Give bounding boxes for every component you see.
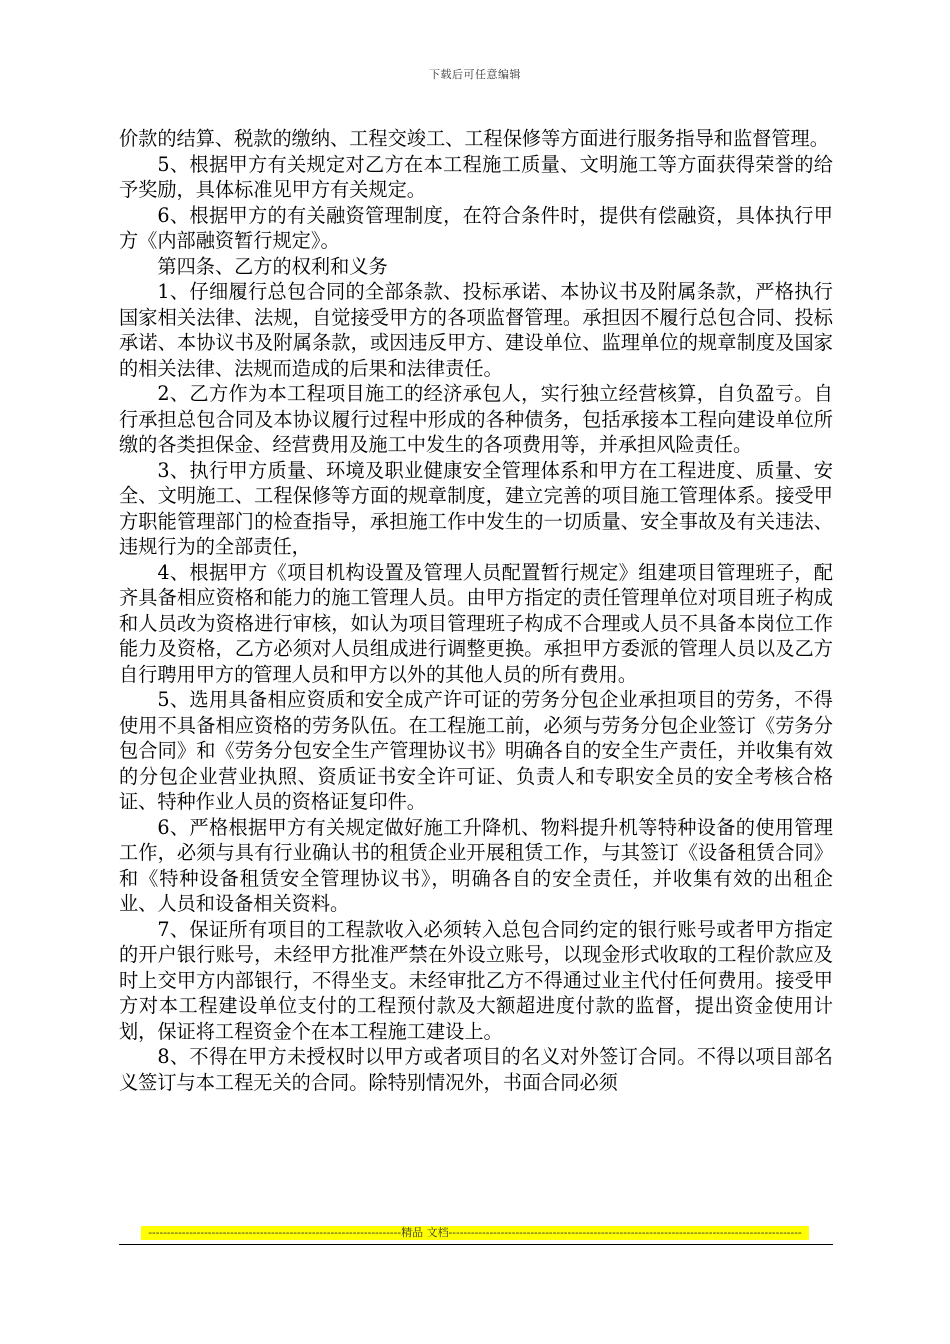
paragraph: 1、仔细履行总包合同的全部条款、投标承诺、本协议书及附属条款，严格执行国家相关法律、法规，自觉接受甲方的各项监督管理。承担因不履行总包合同、投标承诺、本协议书及附属条款，或因违反甲方、建设单位、监理单位的规章制度及国家的相关法律、法规而造成的后果和法律责任。 xyxy=(119,280,833,380)
paragraph: 5、选用具备相应资质和安全成产许可证的劳务分包企业承担项目的劳务，不得使用不具备相应资格的劳务队伍。在工程施工前，必须与劳务分包企业签订《劳务分包合同》和《劳务分包安全生产管理协议书》明确各自的安全生产责任，并收集有效的分包企业营业执照、资质证书安全许可证、负责人和专职安全员的安全考核合格证、特种作业人员的资格证复印件。 xyxy=(119,688,833,813)
paragraph: 6、严格根据甲方有关规定做好施工升降机、物料提升机等特种设备的使用管理工作，必须与具有行业确认书的租赁企业开展租赁工作，与其签订《设备租赁合同》和《特种设备租赁安全管理协议书》，明确各自的安全责任，并收集有效的出租企业、人员和设备相关资料。 xyxy=(119,815,833,915)
footer-watermark-bar: --------------------------------------------------------------------精品 文档----------------------------------------------------------------------------------------------- xyxy=(141,1226,809,1240)
document-body xyxy=(119,126,833,1095)
paragraph: 5、根据甲方有关规定对乙方在本工程施工质量、文明施工等方面获得荣誉的给予奖励，具体标准见甲方有关规定。 xyxy=(119,152,833,201)
paragraph: 价款的结算、税款的缴纳、工程交竣工、工程保修等方面进行服务指导和监督管理。 xyxy=(119,127,829,150)
paragraph: 4、根据甲方《项目机构设置及管理人员配置暂行规定》组建项目管理班子，配齐具备相应资格和能力的施工管理人员。由甲方指定的责任管理单位对项目班子构成和人员改为资格进行审核，如认为项目管理班子构成不合理或人员不具备本岗位工作能力及资格，乙方必须对人员组成进行调整更换。承担甲方委派的管理人员以及乙方自行聘用甲方的管理人员和甲方以外的其他人员的所有费用。 xyxy=(119,560,833,686)
paragraph: 3、执行甲方质量、环境及职业健康安全管理体系和甲方在工程进度、质量、安全、文明施工、工程保修等方面的规章制度，建立完善的项目施工管理体系。接受甲方职能管理部门的检查指导，承担施工作中发生的一切质量、安全事故及有关违法、违规行为的全部责任， xyxy=(119,458,833,558)
paragraph: 7、保证所有项目的工程款收入必须转入总包合同约定的银行账号或者甲方指定的开户银行账号，未经甲方批准严禁在外设立账号，以现金形式收取的工程价款应及时上交甲方内部银行，不得坐支。未经审批乙方不得通过业主代付任何费用。接受甲方对本工程建设单位支付的工程预付款及大额超进度付款的监督，提出资金使用计划，保证将工程资金个在本工程施工建设上。 xyxy=(119,917,833,1043)
paragraph: 6、根据甲方的有关融资管理制度，在符合条件时，提供有偿融资，具体执行甲方《内部融资暂行规定》。 xyxy=(119,203,833,252)
paragraph: 8、不得在甲方未授权时以甲方或者项目的名义对外签订合同。不得以项目部名义签订与本工程无关的合同。除特别情况外，书面合同必须 xyxy=(119,1045,833,1094)
paragraph: 第四条、乙方的权利和义务 xyxy=(157,254,388,278)
paragraph: 2、乙方作为本工程项目施工的经济承包人，实行独立经营核算，自负盈亏。自行承担总包合同及本协议履行过程中形成的各种债务，包括承接本工程向建设单位所缴的各类担保金、经营费用及施工中发生的各项费用等，并承担风险责任。 xyxy=(119,382,833,456)
footer-divider xyxy=(119,1244,833,1245)
page-header: 下载后可任意编辑 xyxy=(429,68,521,81)
